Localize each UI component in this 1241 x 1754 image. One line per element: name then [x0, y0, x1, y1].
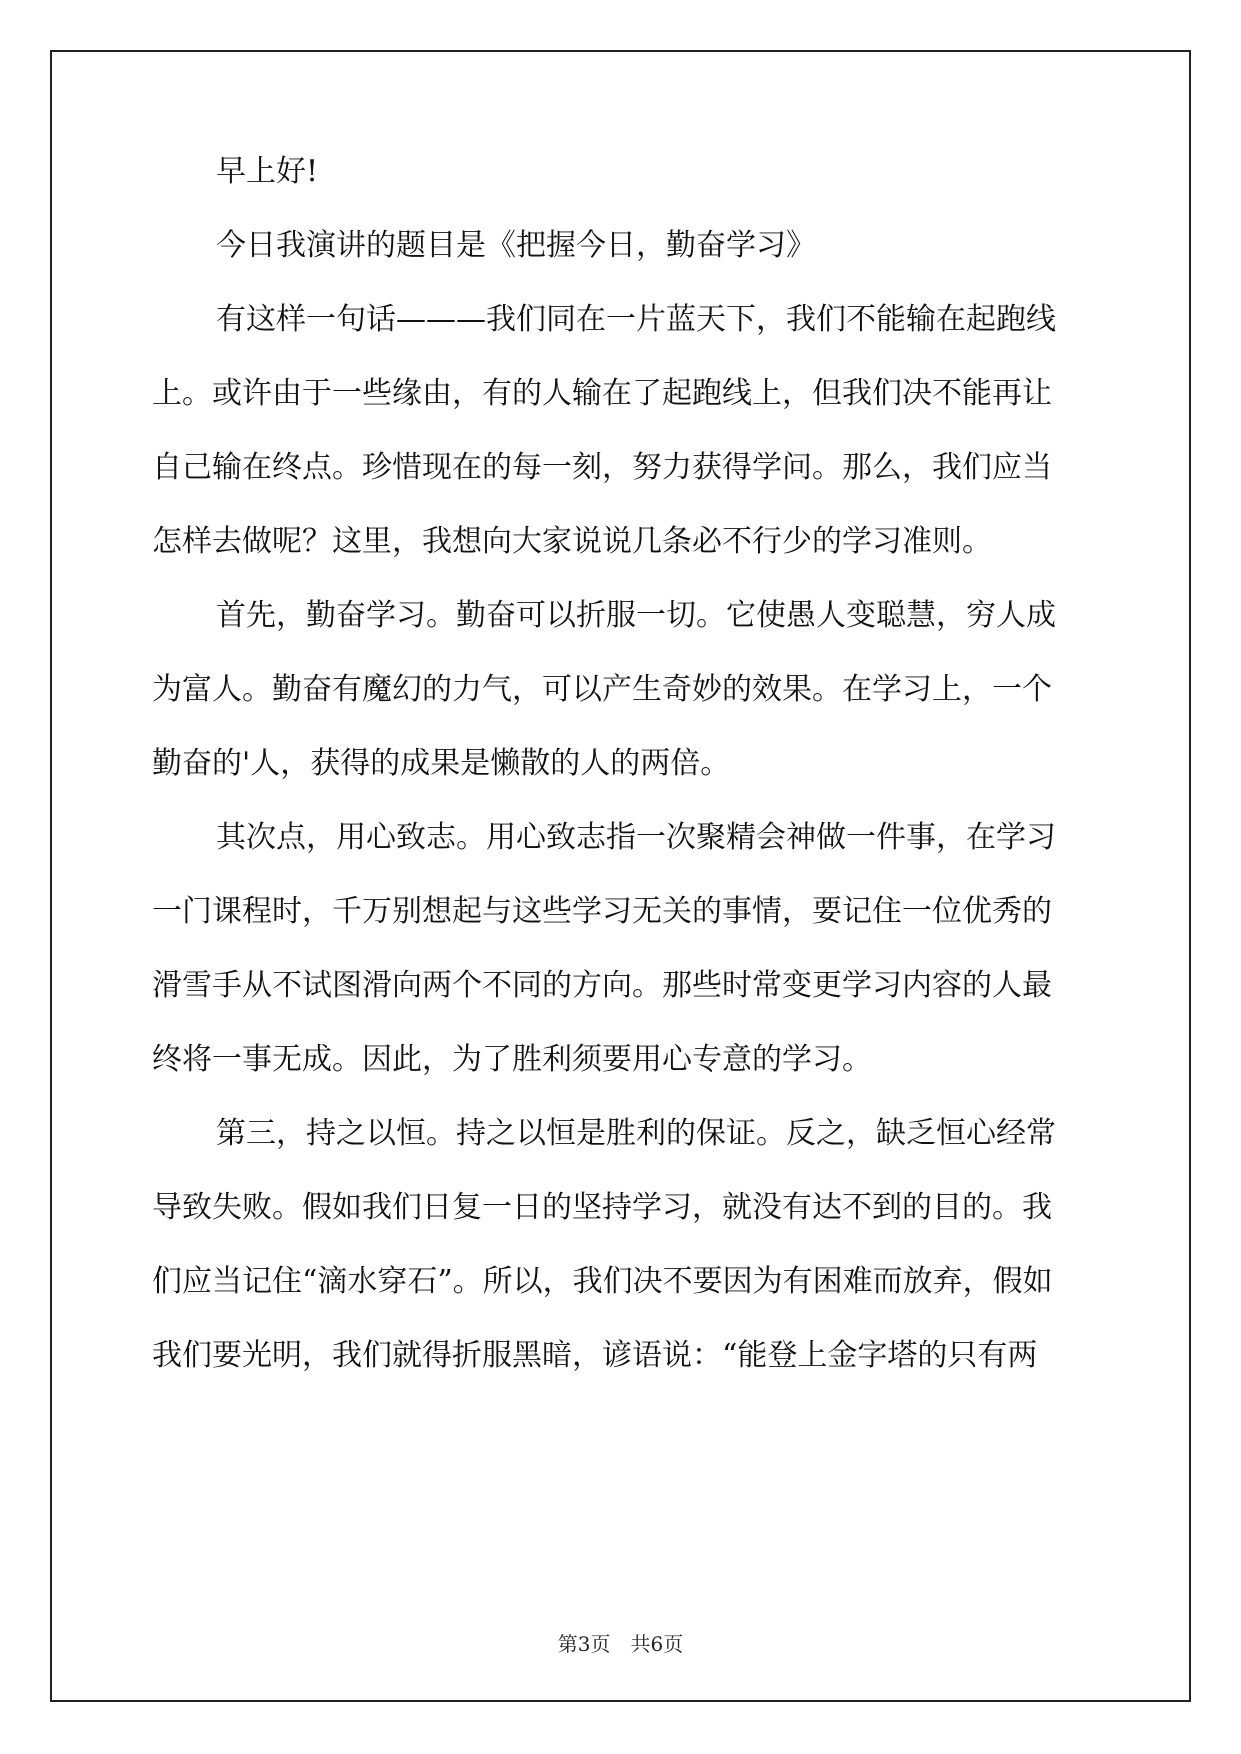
document-body: [152, 150, 1089, 1378]
text-line: 为富人。勤奋有魔幻的力气，可以产生奇妙的效果。在学习上，一个: [152, 672, 1052, 707]
text-line: 一门课程时，千万别想起与这些学习无关的事情，要记住一位优秀的: [152, 894, 1052, 929]
text-line: 其次点，用心致志。用心致志指一次聚精会神做一件事，在学习: [216, 820, 1056, 855]
text-line: 有这样一句话———我们同在一片蓝天下，我们不能输在起跑线: [216, 302, 1056, 337]
page-number-footer: 第3页 共6页: [557, 1632, 684, 1656]
text-line: 上。或许由于一些缘由，有的人输在了起跑线上，但我们决不能再让: [152, 376, 1052, 411]
text-line: 自己输在终点。珍惜现在的每一刻，努力获得学问。那么，我们应当: [152, 450, 1052, 485]
text-line: 勤奋的'人，获得的成果是懒散的人的两倍。: [152, 746, 731, 781]
text-line: 我们要光明，我们就得折服黑暗，谚语说：“能登上金字塔的只有两: [152, 1338, 1038, 1373]
text-line: 终将一事无成。因此，为了胜利须要用心专意的学习。: [152, 1042, 872, 1077]
text-line: 怎样去做呢？这里，我想向大家说说几条必不行少的学习准则。: [152, 524, 992, 559]
text-line: 导致失败。假如我们日复一日的坚持学习，就没有达不到的目的。我: [152, 1190, 1052, 1225]
text-line: 滑雪手从不试图滑向两个不同的方向。那些时常变更学习内容的人最: [152, 968, 1052, 1003]
text-line: 们应当记住“滴水穿石”。所以，我们决不要因为有困难而放弃，假如: [152, 1264, 1053, 1299]
greeting-line: 早上好!: [216, 154, 319, 189]
title-line: 今日我演讲的题目是《把握今日，勤奋学习》: [216, 228, 816, 263]
text-line: 第三，持之以恒。持之以恒是胜利的保证。反之，缺乏恒心经常: [216, 1116, 1056, 1151]
text-line: 首先，勤奋学习。勤奋可以折服一切。它使愚人变聪慧，穷人成: [216, 598, 1056, 633]
